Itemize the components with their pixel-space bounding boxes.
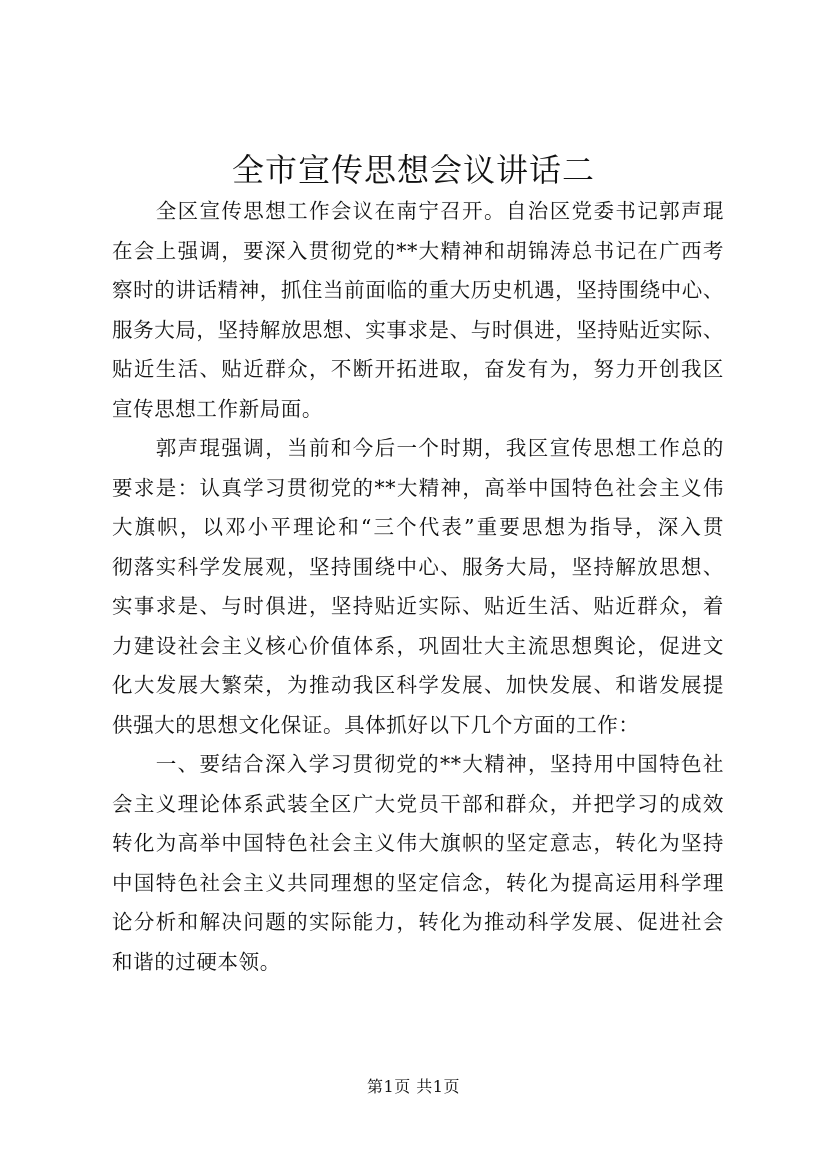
paragraph-line: 要求是：认真学习贯彻党的**大精神，高举中国特色社会主义伟	[112, 475, 724, 500]
paragraph-line: 宣传思想工作新局面。	[112, 396, 323, 421]
paragraph-line: 大旗帜，以邓小平理论和“三个代表”重要思想为指导，深入贯	[112, 515, 724, 539]
paragraph-line: 服务大局，坚持解放思想、实事求是、与时俱进，坚持贴近实际、	[112, 317, 724, 342]
document-body	[112, 192, 724, 982]
document-title: 全市宣传思想会议讲话二	[231, 151, 595, 189]
paragraph-line: 一、要结合深入学习贯彻党的**大精神，坚持用中国特色社	[112, 752, 724, 776]
paragraph-line: 贴近生活、贴近群众，不断开拓进取，奋发有为，努力开创我区	[112, 357, 724, 381]
paragraph-line: 论分析和解决问题的实际能力，转化为推动科学发展、促进社会	[112, 910, 724, 934]
paragraph-line: 察时的讲话精神，抓住当前面临的重大历史机遇，坚持围绕中心、	[112, 278, 724, 302]
paragraph-line: 彻落实科学发展观，坚持围绕中心、服务大局，坚持解放思想、	[112, 554, 724, 579]
paragraph-3	[112, 745, 724, 982]
paragraph-2	[112, 429, 724, 745]
paragraph-line: 转化为高举中国特色社会主义伟大旗帜的坚定意志，转化为坚持	[112, 831, 724, 855]
paragraph-line: 在会上强调，要深入贯彻党的**大精神和胡锦涛总书记在广西考	[112, 238, 724, 263]
paragraph-line: 实事求是、与时俱进，坚持贴近实际、贴近生活、贴近群众，着	[112, 594, 724, 618]
paragraph-line: 和谐的过硬本领。	[112, 949, 281, 974]
page-footer: 第1页 共1页	[367, 1077, 460, 1096]
paragraph-line: 化大发展大繁荣，为推动我区科学发展、加快发展、和谐发展提	[112, 673, 724, 697]
paragraph-line: 供强大的思想文化保证。具体抓好以下几个方面的工作：	[112, 712, 640, 737]
paragraph-1	[112, 192, 724, 429]
paragraph-line: 会主义理论体系武装全区广大党员干部和群众，并把学习的成效	[112, 791, 724, 816]
paragraph-line: 力建设社会主义核心价值体系，巩固壮大主流思想舆论，促进文	[112, 633, 724, 658]
paragraph-line: 全区宣传思想工作会议在南宁召开。自治区党委书记郭声琨	[112, 199, 724, 223]
paragraph-line: 中国特色社会主义共同理想的坚定信念，转化为提高运用科学理	[112, 870, 724, 895]
paragraph-line: 郭声琨强调，当前和今后一个时期，我区宣传思想工作总的	[112, 436, 724, 460]
